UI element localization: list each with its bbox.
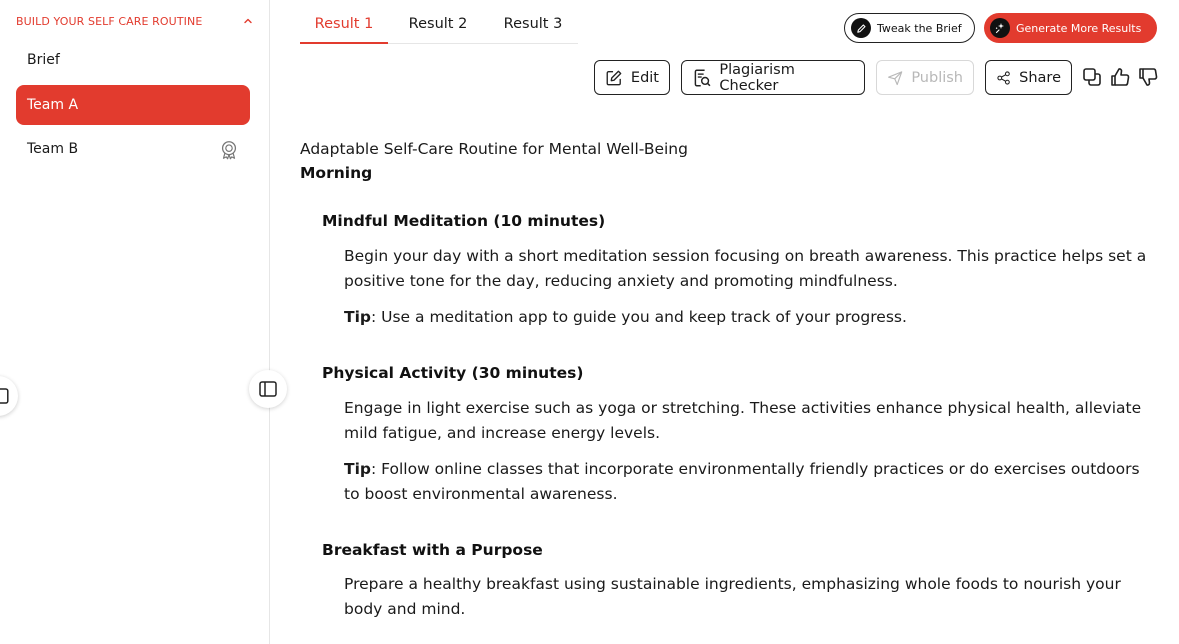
sidebar-item-team-b[interactable] <box>16 129 250 169</box>
section-body: Engage in light exercise such as yoga or stretching. These activities enhance physical health, alleviate mild fatigue, and increase energy levels. <box>344 399 1142 442</box>
section-heading: Physical Activity (30 minutes) <box>322 364 584 382</box>
tab-result-2[interactable]: Result 2 <box>408 16 468 32</box>
sidebar-item-label: Brief <box>27 52 60 68</box>
share-icon <box>996 68 1011 88</box>
section-heading: Mindful Meditation (10 minutes) <box>322 212 606 230</box>
publish-label: Publish <box>911 69 963 86</box>
sidebar-item-team-a[interactable] <box>16 85 250 125</box>
sidebar-item-label: Team B <box>27 141 79 157</box>
tweak-brief-label: Tweak the Brief <box>877 21 962 35</box>
edit-button[interactable] <box>594 60 670 95</box>
section-body: Prepare a healthy breakfast using sustainable ingredients, emphasizing whole foods to nourish your body and mind. <box>344 575 1121 618</box>
tip-text: : Follow online classes that incorporate environmentally friendly practices or do exercises outdoors to boost environmental awareness. <box>344 460 1140 503</box>
sparkle-icon <box>990 18 1010 38</box>
thumbs-up-icon[interactable] <box>1109 66 1131 88</box>
copy-icon[interactable] <box>1081 66 1103 88</box>
sidebar-panel-icon <box>259 381 277 397</box>
tab-result-1[interactable]: Result 1 <box>300 12 388 43</box>
tip-label: Tip <box>344 308 371 326</box>
tip-paragraph <box>344 457 1159 506</box>
pencil-icon <box>851 18 871 38</box>
plagiarism-checker-button[interactable] <box>681 60 865 95</box>
share-button[interactable] <box>985 60 1072 95</box>
result-tabs <box>300 12 578 44</box>
publish-button[interactable] <box>876 60 974 95</box>
section-heading: Breakfast with a Purpose <box>322 541 543 559</box>
document-search-icon <box>692 68 711 88</box>
sidebar <box>0 0 270 644</box>
generate-more-label: Generate More Results <box>1016 21 1142 35</box>
tip-paragraph <box>344 305 1159 330</box>
edit-label: Edit <box>630 69 659 86</box>
tab-result-3[interactable]: Result 3 <box>503 16 563 32</box>
chevron-up-icon[interactable] <box>242 15 254 27</box>
tweak-brief-button[interactable] <box>844 13 975 43</box>
edit-icon <box>605 68 623 88</box>
sidebar-title: BUILD YOUR SELF CARE ROUTINE <box>16 14 203 28</box>
award-icon <box>218 139 240 161</box>
tip-text: : Use a meditation app to guide you and keep track of your progress. <box>370 308 907 326</box>
section-label: Morning <box>300 164 373 182</box>
document-title: Adaptable Self-Care Routine for Mental Well-Being <box>300 140 688 158</box>
sidebar-item-label: Team A <box>27 97 79 113</box>
panel-icon <box>0 388 9 404</box>
send-icon <box>887 68 903 88</box>
sidebar-item-brief[interactable] <box>16 40 250 80</box>
section-body: Begin your day with a short meditation session focusing on breath awareness. This practice helps set a positive tone for the day, reducing anxiety and promoting mindfulness. <box>344 247 1147 290</box>
sidebar-toggle-button[interactable] <box>249 370 287 408</box>
share-label: Share <box>1019 69 1061 86</box>
generate-more-button[interactable] <box>984 13 1157 43</box>
thumbs-down-icon[interactable] <box>1137 66 1159 88</box>
sidebar-header[interactable] <box>16 13 254 29</box>
tip-label: Tip <box>344 460 371 478</box>
plagiarism-checker-label: Plagiarism Checker <box>719 61 795 94</box>
